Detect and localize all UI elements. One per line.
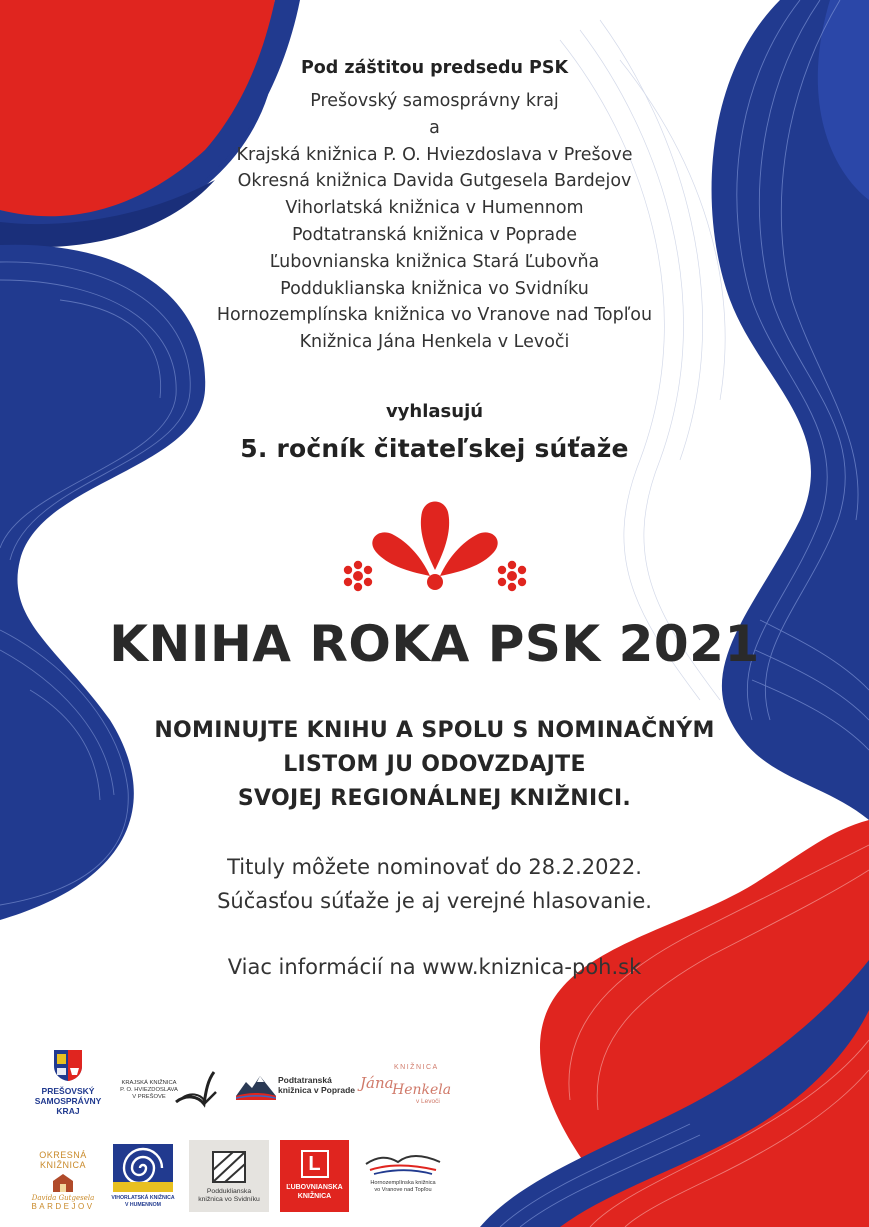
kk-presov-line: V PREŠOVE xyxy=(132,1094,166,1100)
hornozemplinska-line: Hornozemplínska knižnica xyxy=(370,1180,436,1186)
nominate-line: LISTOM JU ODOVZDAJTE xyxy=(283,752,586,777)
podtatranska-line: Podtatranská xyxy=(278,1075,332,1085)
organizer-item: a xyxy=(429,117,440,138)
organizer-item: Vihorlatská knižnica v Humennom xyxy=(285,198,584,219)
logo-vihorlatska xyxy=(110,1144,176,1210)
town-hall-icon xyxy=(50,1172,76,1192)
organizer-item: Hornozemplínska knižnica vo Vranove nad Topľou xyxy=(216,305,653,326)
open-book-icon xyxy=(174,1068,218,1110)
edition-title: 5. ročník čitateľskej súťaže xyxy=(240,434,629,463)
hills-icon xyxy=(364,1150,442,1176)
coat-of-arms-icon xyxy=(51,1048,85,1082)
bardejov-script: Davida Gutgesela xyxy=(31,1194,95,1202)
organizer-item: Knižnica Jána Henkela v Levoči xyxy=(299,332,570,353)
organizer-item: Prešovský samosprávny kraj xyxy=(310,91,559,111)
logo-kk-presov xyxy=(118,1068,218,1110)
henkel-top: KNIŽNICA xyxy=(394,1064,439,1071)
folk-flower-ornament-icon xyxy=(330,490,540,595)
announce-text: vyhlasujú xyxy=(385,401,484,422)
vihorlatska-line: V HUMENNOM xyxy=(124,1201,162,1208)
nominate-line: NOMINUJTE KNIHU A SPOLU S NOMINAČNÝM xyxy=(154,718,715,743)
podduklianska-line: knižnica vo Svidníku xyxy=(198,1196,260,1203)
organizer-item: Podtatranská knižnica v Poprade xyxy=(291,224,578,245)
deadline-line: Tituly môžete nominovať do 28.2.2022. xyxy=(227,855,642,879)
deadline-line: Súčasťou súťaže je aj verejné hlasovanie. xyxy=(217,889,652,913)
right-rosette-icon xyxy=(498,561,526,591)
henkel-place: v Levoči xyxy=(416,1098,440,1105)
nominate-instructions xyxy=(0,714,869,816)
spiral-icon xyxy=(113,1144,173,1192)
kk-presov-line: P. O. HVIEZDOSLAVA xyxy=(120,1087,178,1093)
bardejov-city: BARDEJOV xyxy=(31,1202,95,1211)
lubovnianska-line: KNIŽNICA xyxy=(297,1192,332,1200)
logo-bardejov xyxy=(24,1140,102,1210)
podtatranska-line: knižnica v Poprade xyxy=(278,1085,355,1095)
organizer-item: Krajská knižnica P. O. Hviezdoslava v Prešove xyxy=(236,144,633,165)
henkel-name1: Jána xyxy=(360,1074,394,1092)
bardejov-arc: OKRESNÁ KNIŽNICA xyxy=(39,1150,87,1170)
more-info-link[interactable]: Viac informácií na www.kniznica-poh.sk xyxy=(227,955,642,979)
psk-line: SAMOSPRÁVNY xyxy=(34,1096,102,1106)
vihorlatska-line: VIHORLATSKÁ KNIŽNICA xyxy=(111,1195,175,1201)
logo-psk xyxy=(28,1048,108,1124)
psk-line: PREŠOVSKÝ xyxy=(41,1086,95,1096)
logo-lubovnianska xyxy=(280,1140,349,1212)
podduklianska-line: Podduklianska xyxy=(206,1188,252,1195)
logo-henkel xyxy=(358,1062,452,1110)
mountains-icon xyxy=(236,1074,276,1100)
psk-line: KRAJ xyxy=(56,1106,80,1116)
lubovnianska-line: ĽUBOVNIANSKA xyxy=(286,1184,343,1191)
deadline-info xyxy=(0,850,869,918)
main-title: KNIHA ROKA PSK 2021 xyxy=(109,615,760,673)
logo-podtatranska xyxy=(236,1072,356,1102)
organizer-item: Okresná knižnica Davida Gutgesela Bardejov xyxy=(237,171,632,192)
nominate-line: SVOJEJ REGIONÁLNEJ KNIŽNICI. xyxy=(237,786,632,811)
logo-hornozemplinska xyxy=(360,1150,446,1200)
book-stack-icon xyxy=(211,1150,247,1184)
logo-podduklianska xyxy=(189,1140,269,1212)
lubovnianska-letter-icon: L xyxy=(301,1150,329,1178)
organizers-list xyxy=(0,88,869,356)
organizer-item: Podduklianska knižnica vo Svidníku xyxy=(280,278,589,299)
patronage-line: Pod záštitou predsedu PSK xyxy=(300,58,569,78)
kk-presov-line: KRAJSKÁ KNIŽNICA xyxy=(121,1080,177,1086)
hornozemplinska-line: vo Vranove nad Topľou xyxy=(374,1187,432,1193)
organizer-item: Ľubovnianska knižnica Stará Ľubovňa xyxy=(269,251,600,272)
left-rosette-icon xyxy=(344,561,372,591)
henkel-name2: Henkela xyxy=(392,1082,452,1098)
